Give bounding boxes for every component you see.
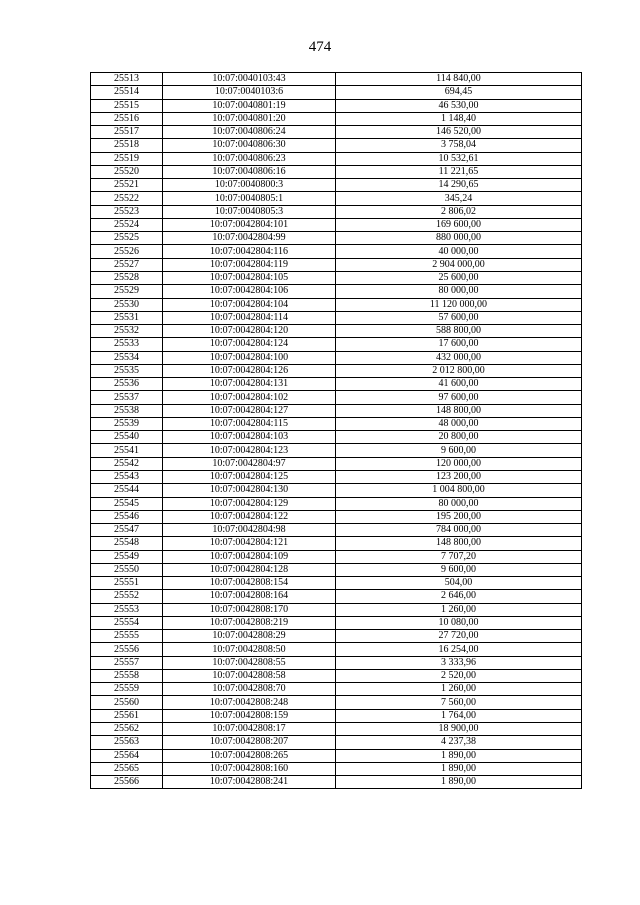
table-row	[91, 218, 582, 231]
table-row	[91, 577, 582, 590]
row-number-cell: 25528	[91, 271, 163, 284]
table-row	[91, 192, 582, 205]
cadastral-number-cell: 10:07:0040805:3	[163, 205, 336, 218]
row-number-cell: 25566	[91, 776, 163, 789]
row-number-cell: 25532	[91, 325, 163, 338]
cadastral-number-cell: 10:07:0042808:55	[163, 656, 336, 669]
value-cell: 2 806,02	[336, 205, 582, 218]
cadastral-number-cell: 10:07:0042804:101	[163, 218, 336, 231]
cadastral-number-cell: 10:07:0042808:154	[163, 577, 336, 590]
cadastral-number-cell: 10:07:0042808:159	[163, 709, 336, 722]
table-row	[91, 431, 582, 444]
cadastral-number-cell: 10:07:0042804:104	[163, 298, 336, 311]
row-number-cell: 25544	[91, 484, 163, 497]
table-row	[91, 179, 582, 192]
row-number-cell: 25540	[91, 431, 163, 444]
cadastral-number-cell: 10:07:0042804:100	[163, 351, 336, 364]
value-cell: 1 004 800,00	[336, 484, 582, 497]
row-number-cell: 25525	[91, 232, 163, 245]
table-row	[91, 470, 582, 483]
row-number-cell: 25554	[91, 616, 163, 629]
row-number-cell: 25531	[91, 311, 163, 324]
table-row	[91, 245, 582, 258]
value-cell: 17 600,00	[336, 338, 582, 351]
cadastral-number-cell: 10:07:0042804:98	[163, 524, 336, 537]
value-cell: 123 200,00	[336, 470, 582, 483]
cadastral-number-cell: 10:07:0042808:70	[163, 683, 336, 696]
row-number-cell: 25537	[91, 391, 163, 404]
row-number-cell: 25521	[91, 179, 163, 192]
row-number-cell: 25526	[91, 245, 163, 258]
row-number-cell: 25565	[91, 762, 163, 775]
value-cell: 48 000,00	[336, 417, 582, 430]
row-number-cell: 25551	[91, 577, 163, 590]
table-row	[91, 457, 582, 470]
row-number-cell: 25529	[91, 285, 163, 298]
value-cell: 1 148,40	[336, 112, 582, 125]
table-row	[91, 550, 582, 563]
row-number-cell: 25517	[91, 126, 163, 139]
value-cell: 504,00	[336, 577, 582, 590]
table-row	[91, 73, 582, 86]
row-number-cell: 25522	[91, 192, 163, 205]
table-row	[91, 112, 582, 125]
table-row	[91, 325, 582, 338]
table-row	[91, 271, 582, 284]
cadastral-number-cell: 10:07:0042804:109	[163, 550, 336, 563]
value-cell: 14 290,65	[336, 179, 582, 192]
cadastral-number-cell: 10:07:0042804:131	[163, 378, 336, 391]
cadastral-number-cell: 10:07:0040805:1	[163, 192, 336, 205]
value-cell: 148 800,00	[336, 404, 582, 417]
value-cell: 9 600,00	[336, 444, 582, 457]
value-cell: 20 800,00	[336, 431, 582, 444]
value-cell: 11 120 000,00	[336, 298, 582, 311]
row-number-cell: 25553	[91, 603, 163, 616]
table-row	[91, 510, 582, 523]
row-number-cell: 25549	[91, 550, 163, 563]
row-number-cell: 25541	[91, 444, 163, 457]
table-row	[91, 152, 582, 165]
row-number-cell: 25524	[91, 218, 163, 231]
table-row	[91, 86, 582, 99]
value-cell: 120 000,00	[336, 457, 582, 470]
row-number-cell: 25514	[91, 86, 163, 99]
row-number-cell: 25520	[91, 165, 163, 178]
row-number-cell: 25539	[91, 417, 163, 430]
cadastral-number-cell: 10:07:0042804:97	[163, 457, 336, 470]
table-row	[91, 139, 582, 152]
row-number-cell: 25518	[91, 139, 163, 152]
cadastral-number-cell: 10:07:0042804:121	[163, 537, 336, 550]
cadastral-number-cell: 10:07:0042804:116	[163, 245, 336, 258]
row-number-cell: 25562	[91, 723, 163, 736]
value-cell: 57 600,00	[336, 311, 582, 324]
row-number-cell: 25560	[91, 696, 163, 709]
value-cell: 16 254,00	[336, 643, 582, 656]
value-cell: 7 560,00	[336, 696, 582, 709]
cadastral-number-cell: 10:07:0042804:127	[163, 404, 336, 417]
value-cell: 27 720,00	[336, 630, 582, 643]
cadastral-number-cell: 10:07:0042808:170	[163, 603, 336, 616]
value-cell: 1 890,00	[336, 776, 582, 789]
cadastral-number-cell: 10:07:0040806:23	[163, 152, 336, 165]
row-number-cell: 25530	[91, 298, 163, 311]
cadastral-number-cell: 10:07:0042808:241	[163, 776, 336, 789]
value-cell: 432 000,00	[336, 351, 582, 364]
row-number-cell: 25552	[91, 590, 163, 603]
value-cell: 169 600,00	[336, 218, 582, 231]
cadastral-number-cell: 10:07:0042804:126	[163, 364, 336, 377]
table-row	[91, 749, 582, 762]
cadastral-number-cell: 10:07:0042808:164	[163, 590, 336, 603]
value-cell: 3 758,04	[336, 139, 582, 152]
value-cell: 2 520,00	[336, 669, 582, 682]
row-number-cell: 25516	[91, 112, 163, 125]
cadastral-number-cell: 10:07:0040801:19	[163, 99, 336, 112]
row-number-cell: 25559	[91, 683, 163, 696]
value-cell: 80 000,00	[336, 285, 582, 298]
row-number-cell: 25538	[91, 404, 163, 417]
value-cell: 195 200,00	[336, 510, 582, 523]
value-cell: 694,45	[336, 86, 582, 99]
row-number-cell: 25564	[91, 749, 163, 762]
table-row	[91, 696, 582, 709]
cadastral-number-cell: 10:07:0040103:6	[163, 86, 336, 99]
value-cell: 345,24	[336, 192, 582, 205]
cadastral-number-cell: 10:07:0040801:20	[163, 112, 336, 125]
row-number-cell: 25523	[91, 205, 163, 218]
table-row	[91, 417, 582, 430]
value-cell: 25 600,00	[336, 271, 582, 284]
row-number-cell: 25536	[91, 378, 163, 391]
value-cell: 97 600,00	[336, 391, 582, 404]
value-cell: 40 000,00	[336, 245, 582, 258]
cadastral-number-cell: 10:07:0042808:17	[163, 723, 336, 736]
cadastral-number-cell: 10:07:0042808:219	[163, 616, 336, 629]
value-cell: 41 600,00	[336, 378, 582, 391]
cadastral-number-cell: 10:07:0040806:16	[163, 165, 336, 178]
table-row	[91, 656, 582, 669]
table-row	[91, 537, 582, 550]
table-row	[91, 338, 582, 351]
value-cell: 1 890,00	[336, 749, 582, 762]
row-number-cell: 25550	[91, 563, 163, 576]
row-number-cell: 25563	[91, 736, 163, 749]
cadastral-number-cell: 10:07:0042804:114	[163, 311, 336, 324]
row-number-cell: 25542	[91, 457, 163, 470]
row-number-cell: 25561	[91, 709, 163, 722]
table-row	[91, 590, 582, 603]
value-cell: 7 707,20	[336, 550, 582, 563]
cadastral-number-cell: 10:07:0042804:103	[163, 431, 336, 444]
cadastral-number-cell: 10:07:0042808:160	[163, 762, 336, 775]
table-row	[91, 285, 582, 298]
value-cell: 1 890,00	[336, 762, 582, 775]
value-cell: 114 840,00	[336, 73, 582, 86]
row-number-cell: 25558	[91, 669, 163, 682]
cadastral-number-cell: 10:07:0042808:58	[163, 669, 336, 682]
table-row	[91, 524, 582, 537]
table-row	[91, 709, 582, 722]
row-number-cell: 25547	[91, 524, 163, 537]
table-row	[91, 630, 582, 643]
cadastral-number-cell: 10:07:0042804:99	[163, 232, 336, 245]
table-row	[91, 404, 582, 417]
table-row	[91, 563, 582, 576]
table-row	[91, 484, 582, 497]
cadastral-number-cell: 10:07:0042804:130	[163, 484, 336, 497]
table-row	[91, 351, 582, 364]
table-row	[91, 497, 582, 510]
value-cell: 46 530,00	[336, 99, 582, 112]
table-row	[91, 723, 582, 736]
page-number: 474	[308, 39, 332, 55]
value-cell: 9 600,00	[336, 563, 582, 576]
cadastral-number-cell: 10:07:0042804:122	[163, 510, 336, 523]
row-number-cell: 25533	[91, 338, 163, 351]
value-cell: 148 800,00	[336, 537, 582, 550]
table-row	[91, 378, 582, 391]
value-cell: 146 520,00	[336, 126, 582, 139]
table-row	[91, 99, 582, 112]
table-row	[91, 776, 582, 789]
cadastral-number-cell: 10:07:0042808:265	[163, 749, 336, 762]
row-number-cell: 25515	[91, 99, 163, 112]
table-row	[91, 669, 582, 682]
cadastral-number-cell: 10:07:0040800:3	[163, 179, 336, 192]
row-number-cell: 25557	[91, 656, 163, 669]
table-row	[91, 762, 582, 775]
value-cell: 80 000,00	[336, 497, 582, 510]
cadastral-number-cell: 10:07:0040103:43	[163, 73, 336, 86]
cadastral-number-cell: 10:07:0042804:125	[163, 470, 336, 483]
cadastral-number-cell: 10:07:0042808:50	[163, 643, 336, 656]
row-number-cell: 25548	[91, 537, 163, 550]
row-number-cell: 25556	[91, 643, 163, 656]
cadastral-number-cell: 10:07:0042804:115	[163, 417, 336, 430]
value-cell: 1 260,00	[336, 683, 582, 696]
table-row	[91, 444, 582, 457]
row-number-cell: 25534	[91, 351, 163, 364]
table-row	[91, 298, 582, 311]
cadastral-number-cell: 10:07:0042804:120	[163, 325, 336, 338]
cadastral-number-cell: 10:07:0042804:123	[163, 444, 336, 457]
cadastral-number-cell: 10:07:0042808:207	[163, 736, 336, 749]
table-row	[91, 391, 582, 404]
table-row	[91, 232, 582, 245]
value-cell: 18 900,00	[336, 723, 582, 736]
cadastral-number-cell: 10:07:0042804:129	[163, 497, 336, 510]
value-cell: 2 904 000,00	[336, 258, 582, 271]
table-row	[91, 205, 582, 218]
cadastral-number-cell: 10:07:0042804:102	[163, 391, 336, 404]
table-row	[91, 736, 582, 749]
cadastral-number-cell: 10:07:0042804:106	[163, 285, 336, 298]
row-number-cell: 25546	[91, 510, 163, 523]
value-cell: 2 646,00	[336, 590, 582, 603]
value-cell: 4 237,38	[336, 736, 582, 749]
cadastral-number-cell: 10:07:0042804:105	[163, 271, 336, 284]
cadastral-number-cell: 10:07:0042804:119	[163, 258, 336, 271]
value-cell: 784 000,00	[336, 524, 582, 537]
cadastral-number-cell: 10:07:0040806:24	[163, 126, 336, 139]
row-number-cell: 25519	[91, 152, 163, 165]
table-row	[91, 364, 582, 377]
table-row	[91, 311, 582, 324]
row-number-cell: 25545	[91, 497, 163, 510]
cadastral-number-cell: 10:07:0042804:124	[163, 338, 336, 351]
value-cell: 1 764,00	[336, 709, 582, 722]
table-row	[91, 258, 582, 271]
row-number-cell: 25513	[91, 73, 163, 86]
value-cell: 880 000,00	[336, 232, 582, 245]
data-table	[90, 72, 582, 789]
value-cell: 1 260,00	[336, 603, 582, 616]
table-row	[91, 126, 582, 139]
row-number-cell: 25535	[91, 364, 163, 377]
table-row	[91, 683, 582, 696]
value-cell: 10 532,61	[336, 152, 582, 165]
table-row	[91, 165, 582, 178]
value-cell: 11 221,65	[336, 165, 582, 178]
row-number-cell: 25527	[91, 258, 163, 271]
table-body	[91, 73, 582, 789]
table-row	[91, 603, 582, 616]
cadastral-number-cell: 10:07:0042808:248	[163, 696, 336, 709]
cadastral-number-cell: 10:07:0042804:128	[163, 563, 336, 576]
table-row	[91, 616, 582, 629]
value-cell: 10 080,00	[336, 616, 582, 629]
value-cell: 588 800,00	[336, 325, 582, 338]
cadastral-number-cell: 10:07:0040806:30	[163, 139, 336, 152]
row-number-cell: 25543	[91, 470, 163, 483]
cadastral-number-cell: 10:07:0042808:29	[163, 630, 336, 643]
value-cell: 3 333,96	[336, 656, 582, 669]
value-cell: 2 012 800,00	[336, 364, 582, 377]
table-row	[91, 643, 582, 656]
row-number-cell: 25555	[91, 630, 163, 643]
